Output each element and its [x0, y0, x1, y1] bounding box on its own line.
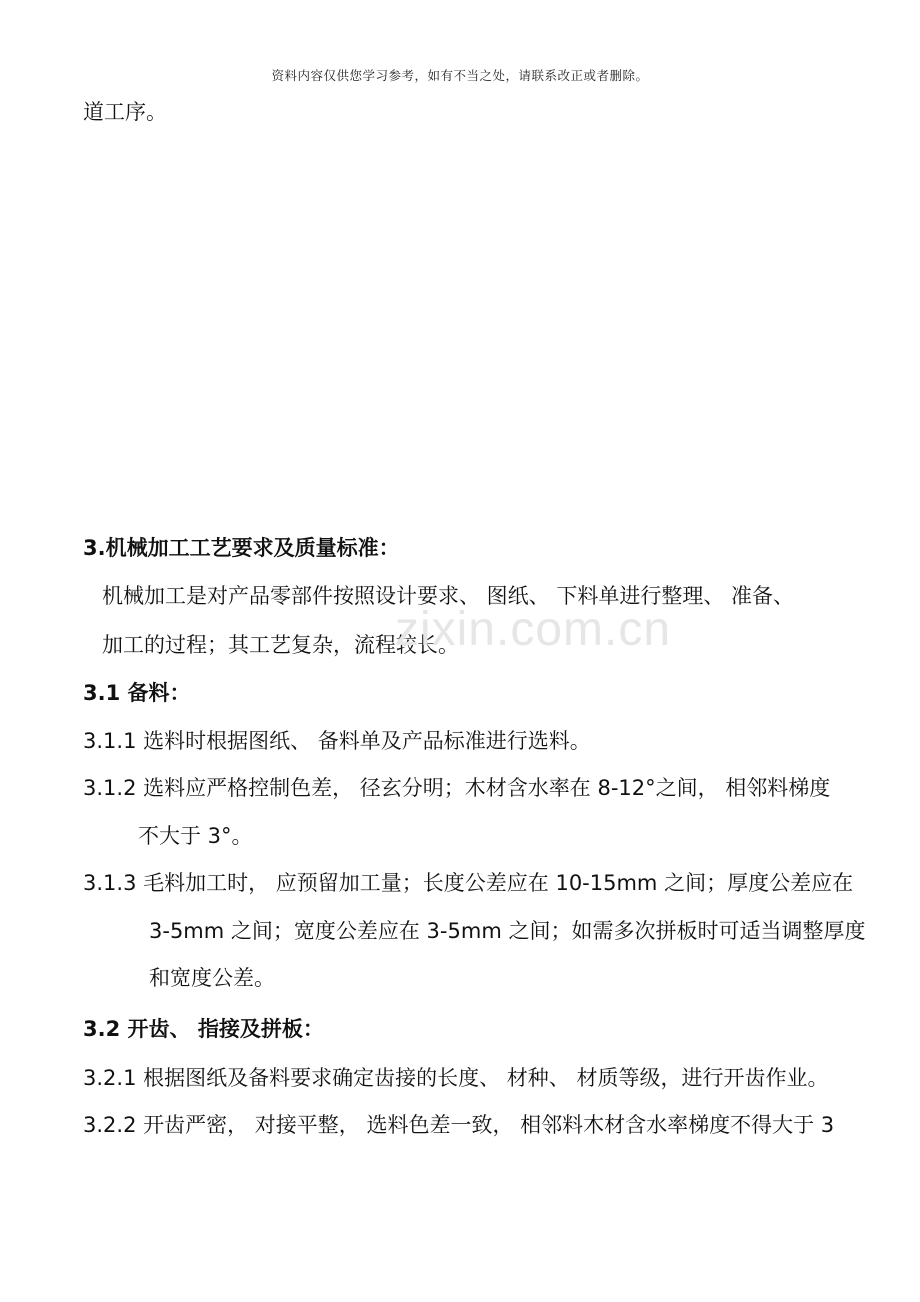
section-3-2-heading: 3.2 开齿、 指接及拼板：	[83, 1017, 324, 1041]
continuation-text: 道工序。	[83, 100, 167, 124]
header-disclaimer: 资料内容仅供您学习参考，如有不当之处，请联系改正或者删除。	[271, 68, 649, 83]
section-3-1-heading: 3.1 备料：	[83, 681, 191, 705]
item-3-1-2-line-2: 不大于 3°。	[138, 824, 253, 848]
item-3-1-3-line-3: 和宽度公差。	[149, 966, 275, 990]
item-3-1-2-line-1: 3.1.2 选料应严格控制色差， 径玄分明；木材含水率在 8-12°之间， 相邻料梯度	[83, 776, 831, 800]
item-3-2-1: 3.2.1 根据图纸及备料要求确定齿接的长度、 材种、 材质等级，进行开齿作业。	[83, 1066, 829, 1090]
item-3-1-3-line-2: 3-5mm 之间；宽度公差应在 3-5mm 之间；如需多次拼板时可适当调整厚度	[149, 919, 866, 943]
site-watermark: zixin.com.cn	[394, 603, 672, 656]
section-3-intro-line-1: 机械加工是对产品零部件按照设计要求、 图纸、 下料单进行整理、 准备、	[102, 584, 795, 608]
section-3-heading: 3.机械加工工艺要求及质量标准：	[83, 536, 400, 560]
section-3-intro-line-2: 加工的过程；其工艺复杂，流程较长。	[102, 633, 459, 657]
item-3-1-1: 3.1.1 选料时根据图纸、 备料单及产品标准进行选料。	[83, 729, 591, 753]
item-3-1-3-line-1: 3.1.3 毛料加工时， 应预留加工量；长度公差应在 10-15mm 之间；厚度公差应在	[83, 871, 854, 895]
item-3-2-2-line-1: 3.2.2 开齿严密， 对接平整， 选料色差一致， 相邻料木材含水率梯度不得大于 3	[83, 1113, 835, 1137]
